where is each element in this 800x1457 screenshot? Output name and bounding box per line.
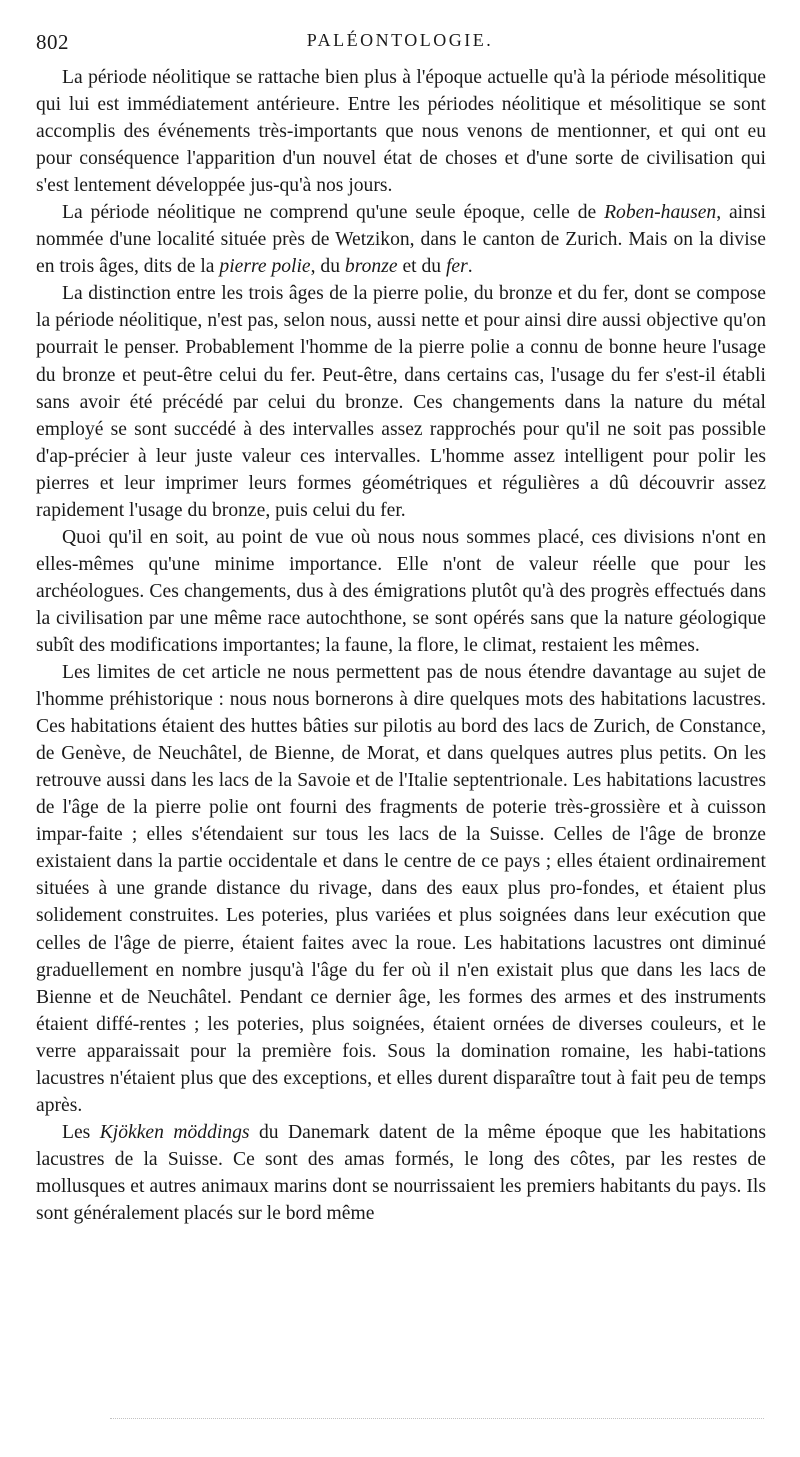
italic-term: bronze: [344, 256, 398, 278]
text-run: La période néolitique se rattache bien plus à l'époque actuelle qu'à la période mésolitique qui lui est immédiatement antérieure. Entre les périodes néolitique et mésolitique se sont accomplis des événements très-importants que nous venons de mentionner, et qui ont eu pour conséquence l'apparition d'un nouvel état de choses et d'une sorte de civilisation qui s'est lentement développée jus-qu'à nos jours.: [36, 67, 766, 197]
bottom-scan-artifact: [110, 1418, 764, 1421]
text-run: Les limites de cet article ne nous permettent pas de nous étendre davantage au sujet de l'homme préhistorique : nous nous bornerons à dire quelques mots des habitations lacustres. Ces habitations étaient des huttes bâties sur pilotis au bord des lacs de Zurich, de Constance, de Genève, de Neuchâtel, de Bienne, de Morat, et dans quelques autres plus petits. On les retrouve aussi dans les lacs de la Savoie et de l'Italie septentrionale. Les habitations lacustres de l'âge de la pierre polie ont fourni des fragments de poterie très-grossière et à cuisson impar-faite ; elles s'étendaient sur tous les lacs de la Suisse. Celles de l'âge de bronze existaient dans la partie occidentale et dans le centre de ce pays ; elles étaient ordinairement situées à une grande distance du rivage, dans des eaux plus pro-fondes, et étaient plus solidement construites. Les poteries, plus variées et plus soignées dans leur exécution que celles de l'âge de pierre, étaient faites avec la roue. Les habitations lacustres ont diminué graduellement en nombre jusqu'à l'âge du fer où il n'en existait plus que dans les lacs de Bienne et de Neuchâtel. Pendant ce dernier âge, les formes des armes et des instruments étaient diffé-rentes ; les poteries, plus soignées, étaient ornées de diverses couleurs, et le verre apparaissait pour la première fois. Sous la domination romaine, les habi-tations lacustres n'étaient plus que des exceptions, et elles durent disparaître tout à fait peu de temps après.: [36, 662, 766, 1116]
italic-term: fer: [445, 256, 468, 278]
page-header: [36, 30, 764, 58]
running-title: PALÉONTOLOGIE.: [306, 30, 494, 50]
text-run: Quoi qu'il en soit, au point de vue où nous nous sommes placé, ces divisions n'ont en elles-mêmes qu'une minime importance. Elle n'ont de valeur réelle que pour les archéologues. Ces changements, dus à des émigrations plutôt qu'à des progrès effectués dans la civilisation par une même race autochthone, se sont opérés sans que la nature géologique subît des modifications importantes; la faune, la flore, le climat, restaient les mêmes.: [36, 526, 766, 656]
paragraph: [36, 1119, 766, 1227]
italic-term: pierre polie: [219, 256, 311, 278]
paragraph: [36, 64, 766, 199]
italic-term: Kjökken möddings: [99, 1121, 250, 1143]
paragraph: [36, 199, 766, 280]
text-run: .: [467, 256, 473, 278]
text-run: Les: [62, 1121, 100, 1143]
body-text: [36, 64, 766, 1227]
text-run: et du: [397, 256, 446, 278]
text-run: du Danemark datent de la même époque que les habitations lacustres de la Suisse. Ce sont des amas formés, le long des côtes, par les restes de mollusques et autres animaux marins dont se nourrissaient les premiers habitants du pays. Ils sont généralement placés sur le bord même: [36, 1121, 766, 1224]
paragraph: [36, 524, 766, 659]
paragraph: [36, 659, 766, 1119]
text-run: La distinction entre les trois âges de la pierre polie, du bronze et du fer, dont se compose la période néolitique, n'est pas, selon nous, aussi nette et pour ainsi dire aussi objective qu'on pourrait le penser. Probablement l'homme de la pierre polie a connu de bonne heure l'usage du bronze et peut-être celui du fer. Peut-être, dans certains cas, l'usage du fer s'est-il établi sans avoir été précédé par celui du bronze. Ces changements dans la nature du métal employé se sont succédé à des intervalles assez rapprochés pour qu'il ne soit pas possible d'ap-précier à leur juste valeur ces intervalles. L'homme assez intelligent pour polir les pierres et leur imprimer leurs formes géométriques et régulières a dû découvrir assez rapidement l'usage du bronze, puis celui du fer.: [36, 283, 766, 521]
text-run: , ainsi nommée d'une localité située près de Wetzikon, dans le canton de Zurich. Mais on la divise en trois âges, dits de la: [36, 202, 766, 278]
page-number: 802: [36, 30, 69, 54]
text-run: La période néolitique ne comprend qu'une seule époque, celle de: [62, 202, 605, 224]
paragraph: [36, 280, 766, 523]
italic-term: Roben-hausen: [604, 202, 717, 224]
text-run: , du: [310, 256, 345, 278]
